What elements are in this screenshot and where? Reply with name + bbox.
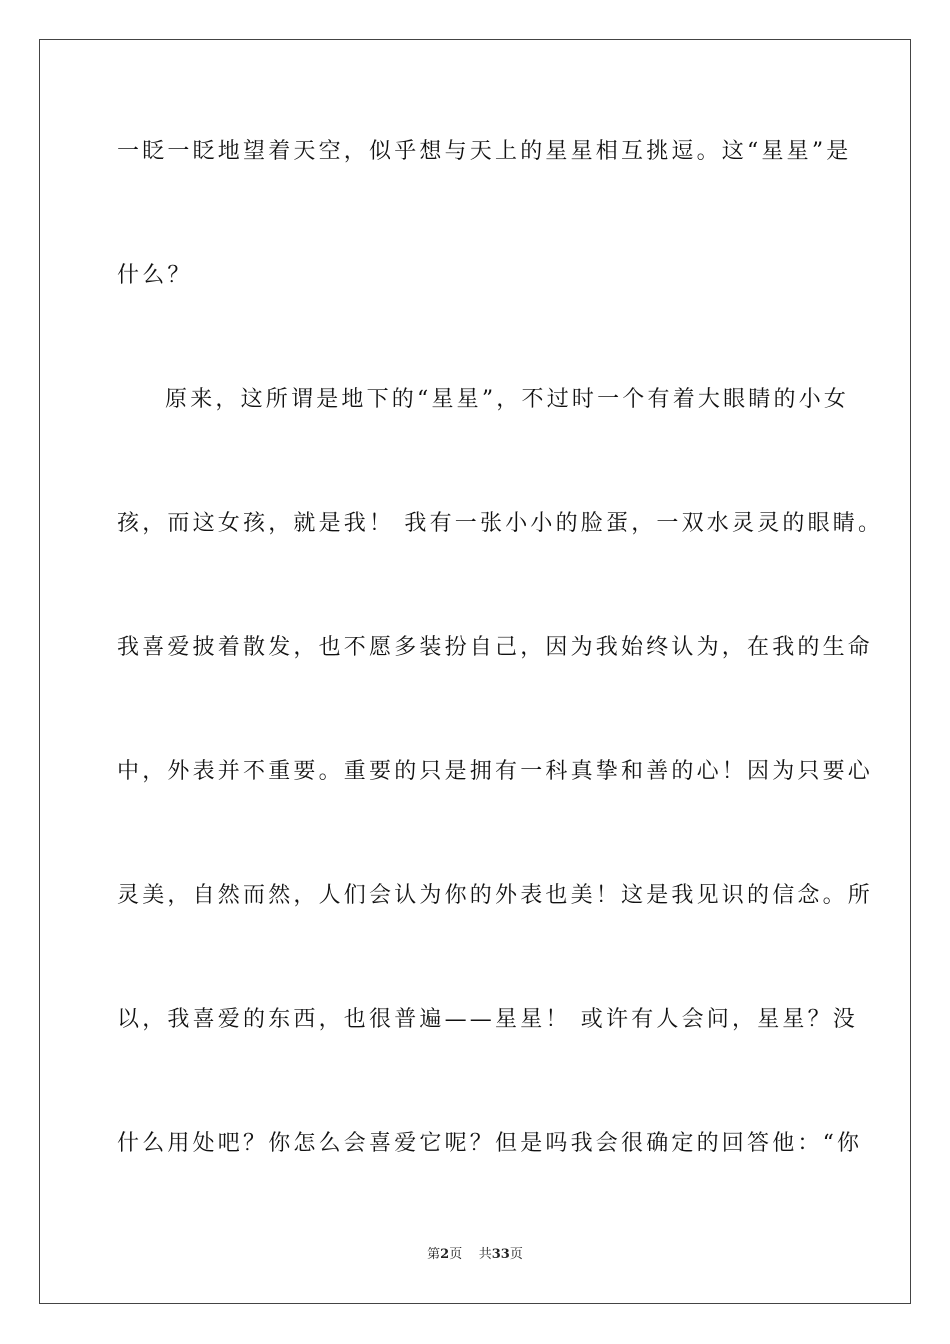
- page-number: 2: [440, 1247, 450, 1262]
- text-line-9: 什么用处吧？你怎么会喜爱它呢？但是吗我会很确定的回答他：“你: [117, 1131, 863, 1156]
- text-line-6: 中，外表并不重要。重要的只是拥有一科真挚和善的心！因为只要心: [117, 759, 874, 784]
- text-line-1: 一眨一眨地望着天空，似乎想与天上的星星相互挑逗。这“星星”是: [117, 139, 852, 164]
- text-line-3-paragraph-start: 原来，这所谓是地下的“星星”，不过时一个有着大眼睛的小女: [165, 387, 850, 412]
- page-suffix: 页: [449, 1247, 463, 1262]
- text-line-4: 孩，而这女孩，就是我！ 我有一张小小的脸蛋，一双水灵灵的眼睛。: [117, 511, 884, 536]
- text-line-5: 我喜爱披着散发，也不愿多装扮自己，因为我始终认为，在我的生命: [117, 635, 874, 660]
- page-border: [39, 39, 911, 1304]
- text-line-8: 以，我喜爱的东西，也很普遍——星星！ 或许有人会问，星星？没: [117, 1007, 858, 1032]
- page-prefix: 第: [427, 1247, 441, 1262]
- page-footer: [0, 1246, 950, 1264]
- total-prefix: 共: [478, 1247, 492, 1262]
- text-line-2: 什么？: [117, 263, 193, 288]
- text-line-7: 灵美，自然而然，人们会认为你的外表也美！这是我见识的信念。所: [117, 883, 874, 908]
- total-pages: 33: [491, 1247, 510, 1262]
- total-suffix: 页: [509, 1247, 523, 1262]
